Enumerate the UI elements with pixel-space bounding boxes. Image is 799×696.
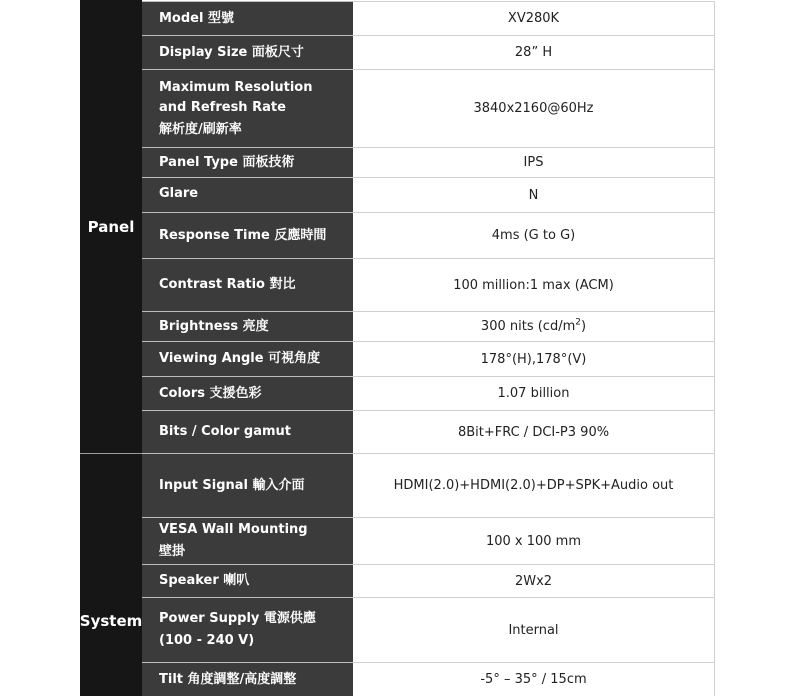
spec-value-text: 100 x 100 mm [485, 533, 582, 549]
spec-label [142, 342, 353, 376]
spec-label-line: Maximum Resolution [159, 79, 313, 95]
row-divider [142, 341, 715, 342]
spec-label [142, 454, 353, 517]
spec-value-text: N [528, 187, 539, 203]
spec-value [353, 377, 715, 410]
brightness-value-end: ) [580, 319, 587, 334]
group-panel [80, 0, 142, 453]
spec-value-text: 28” H [514, 45, 553, 60]
row-divider [142, 564, 715, 565]
spec-row-bits-color-gamut [142, 411, 715, 453]
spec-row-vesa-wall-mounting [142, 518, 715, 564]
spec-label-text: Model 型號 [159, 10, 234, 26]
spec-label [142, 213, 353, 258]
spec-label-line: (100 - 240 V) [159, 633, 255, 648]
spec-value [353, 148, 715, 177]
spec-label-text: Display Size 面板尺寸 [159, 44, 304, 60]
spec-label [142, 598, 353, 662]
spec-label-text: Speaker 喇叭 [159, 573, 250, 588]
spec-label [142, 70, 353, 147]
spec-label [142, 377, 353, 410]
spec-row-speaker [142, 565, 715, 597]
spec-value-text: IPS [523, 155, 544, 170]
spec-label-text: Input Signal 輸入介面 [159, 477, 305, 493]
brightness-superscript: 2 [575, 317, 581, 328]
row-divider [142, 212, 715, 213]
spec-row-colors [142, 377, 715, 410]
spec-value [353, 213, 715, 258]
spec-label [142, 312, 353, 341]
spec-label-line: 解析度/刷新率 [159, 121, 242, 137]
spec-value-text: XV280K [507, 11, 560, 26]
spec-row-viewing-angle [142, 342, 715, 376]
spec-value [353, 342, 715, 376]
spec-label-text: Colors 支援色彩 [159, 385, 262, 401]
group-system [80, 454, 142, 696]
spec-value-text: -5° – 35° / 15cm [480, 672, 587, 687]
spec-label-text: Panel Type 面板技術 [159, 154, 295, 170]
spec-label-line: 壁掛 [159, 544, 186, 559]
row-divider [142, 69, 715, 70]
spec-label-text: Tilt 角度調整/高度調整 [159, 671, 297, 687]
spec-value-text [481, 319, 586, 334]
group-system-label: System [79, 612, 143, 630]
spec-value-text: 178°(H),178°(V) [480, 351, 587, 367]
spec-label [142, 565, 353, 597]
spec-value-text: HDMI(2.0)+HDMI(2.0)+DP+SPK+Audio out [393, 478, 674, 493]
spec-label-text: Brightness 亮度 [159, 318, 269, 334]
spec-value-text: 3840x2160@60Hz [473, 101, 594, 116]
spec-value-text: 8Bit+FRC / DCI-P3 90% [457, 424, 610, 440]
spec-row-panel-type [142, 148, 715, 177]
row-divider [142, 597, 715, 598]
spec-value [353, 36, 715, 69]
spec-label-text: Contrast Ratio 對比 [159, 277, 296, 292]
spec-row-brightness [142, 312, 715, 341]
spec-value [353, 663, 715, 696]
row-divider [142, 410, 715, 411]
spec-value-text: 4ms (G to G) [491, 228, 576, 243]
spec-value [353, 565, 715, 597]
spec-value-text: Internal [508, 622, 559, 638]
spec-label-line: and Refresh Rate [159, 99, 286, 115]
brightness-value: 300 nits (cd/m [480, 319, 576, 334]
spec-row-glare [142, 178, 715, 212]
row-divider [142, 147, 715, 148]
spec-row-power-supply [142, 598, 715, 662]
spec-label [142, 2, 353, 35]
spec-value [353, 178, 715, 212]
row-divider [142, 376, 715, 377]
spec-value-text: 1.07 billion [497, 386, 570, 401]
spec-row-contrast-ratio [142, 259, 715, 311]
spec-row-resolution [142, 70, 715, 147]
row-divider [142, 258, 715, 259]
spec-label-text: Bits / Color gamut [159, 424, 292, 439]
spec-label [142, 148, 353, 177]
spec-label [142, 663, 353, 696]
spec-row-tilt [142, 663, 715, 696]
spec-label [142, 259, 353, 311]
spec-label-text: Glare [159, 186, 199, 201]
spec-row-input-signal [142, 454, 715, 517]
spec-value [353, 518, 715, 564]
spec-row-display-size [142, 36, 715, 69]
spec-value-text: 100 million:1 max (ACM) [453, 277, 614, 293]
spec-label-text: Response Time 反應時間 [159, 227, 327, 243]
row-divider [142, 1, 715, 2]
spec-label [142, 36, 353, 69]
spec-row-model [142, 2, 715, 35]
spec-value [353, 70, 715, 147]
row-divider [142, 453, 715, 454]
spec-value [353, 454, 715, 517]
row-divider [142, 35, 715, 36]
spec-label-line: Power Supply 電源供應 [159, 611, 316, 626]
spec-label [142, 178, 353, 212]
spec-value [353, 259, 715, 311]
spec-value [353, 2, 715, 35]
spec-value-text: 2Wx2 [514, 573, 553, 589]
spec-row-response-time [142, 213, 715, 258]
spec-label [142, 518, 353, 564]
group-panel-label: Panel [87, 217, 135, 236]
spec-label-line: VESA Wall Mounting [159, 522, 308, 537]
row-divider [142, 177, 715, 178]
spec-value [353, 312, 715, 341]
spec-value [353, 411, 715, 453]
spec-value [353, 598, 715, 662]
row-divider [142, 517, 715, 518]
row-divider [142, 311, 715, 312]
spec-label-text: Viewing Angle 可視角度 [159, 351, 321, 366]
row-divider [142, 662, 715, 663]
spec-label [142, 411, 353, 453]
